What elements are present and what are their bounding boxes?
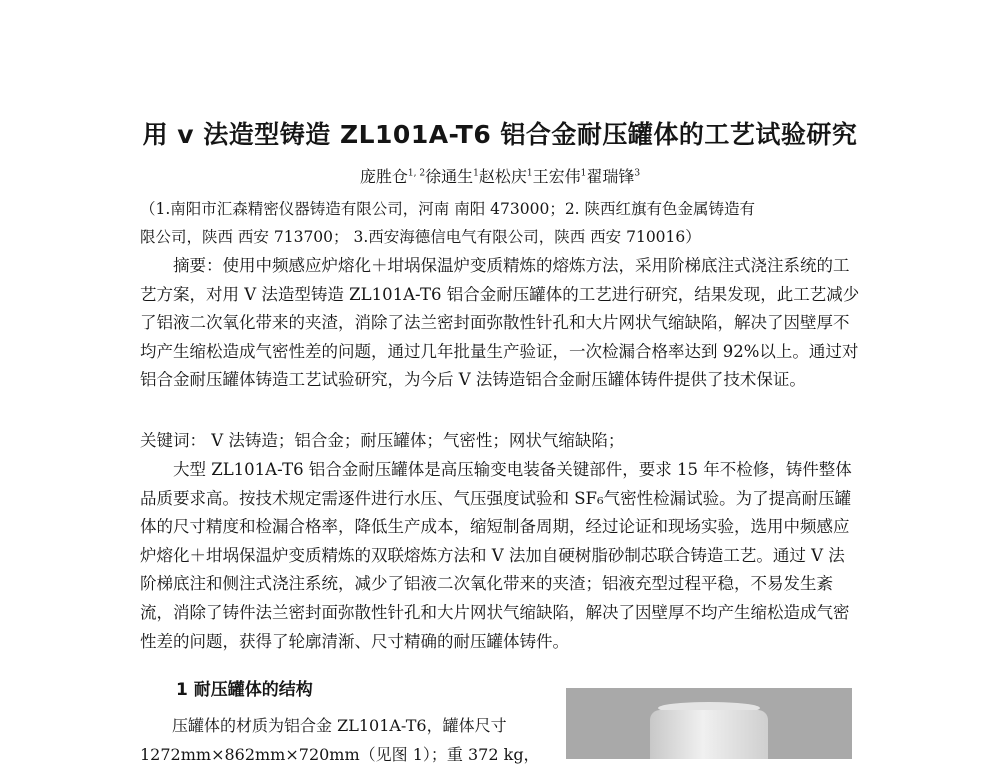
author-affiliation-mark: 1 — [580, 168, 587, 179]
paper-title: 用 v 法造型铸造 ZL101A-T6 铝合金耐压罐体的工艺试验研究 — [142, 120, 858, 149]
abstract: 摘要：使用中频感应炉熔化＋坩埚保温炉变质精炼的熔炼方法，采用阶梯底注式浇注系统的工艺方案，对用 V 法造型铸造 ZL101A-T6 铝合金耐压罐体的工艺进行研究，结果发现，此工艺减少了铝液二次氧化带来的夹渣，消除了法兰密封面弥散性针孔和大片网状气缩缺陷，解决了因壁厚不均产生缩松造成气密性差的问题，通过几年批量生产验证，一次检漏合格率达到 92%以上。通过对铝合金耐压罐体铸造工艺试验研究，为今后 V 法铸造铝合金耐压罐体铸件提供了技术保证。 — [140, 256, 860, 390]
section-heading: 1 耐压罐体的结构 — [176, 680, 313, 700]
author-affiliation-mark: 1, 2 — [407, 168, 426, 179]
author-affiliation-mark: 1 — [473, 168, 479, 179]
author-name: 赵松庆 — [478, 167, 527, 186]
author-list — [0, 164, 1000, 187]
affiliation-line: （1.南阳市汇森精密仪器铸造有限公司，河南 南阳 473000；2. 陕西红旗有色金属铸造有 — [140, 200, 756, 218]
author-name: 庞胜仓 — [359, 167, 408, 186]
intro-paragraph: 大型 ZL101A-T6 铝合金耐压罐体是高压输变电装备关键部件，要求 15 年不检修，铸件整体品质要求高。按技术规定需逐件进行水压、气压强度试验和 SF₆气密性检漏试验。为了提高耐压罐体的尺寸精度和检漏合格率，降低生产成本，缩短制备周期，经过论证和现场实验，选用中频感应炉熔化＋坩埚保温炉变质精炼的双联熔炼方法和 V 法加自硬树脂砂制芯联合铸造工艺。通过 V 法阶梯底注和侧注式浇注系统，减少了铝液二次氧化带来的夹渣；铝液充型过程平稳，不易发生紊流，消除了铸件法兰密封面弥散性针孔和大片网状气缩缺陷，解决了因壁厚不均产生缩松造成气密性差的问题，获得了轮廓清渐、尺寸精确的耐压罐体铸件。 — [140, 460, 852, 651]
author-name: 徐通生 — [425, 167, 474, 186]
figure-1-photo — [566, 688, 852, 759]
author-name: 王宏伟 — [532, 167, 581, 186]
tank-body-shape — [650, 710, 768, 759]
affiliation-line: 限公司，陕西 西安 713700； 3.西安海德信电气有限公司，陕西 西安 710016） — [140, 228, 701, 246]
author-name: 翟瑞锋 — [586, 167, 635, 186]
author-affiliation-mark: 3 — [634, 168, 641, 179]
section-paragraph: 压罐体的材质为铝合金 ZL101A-T6，罐体尺寸 1272mm×862mm×720mm（见图 1）；重 372 kg， — [140, 716, 540, 764]
author-affiliation-mark: 1 — [526, 168, 533, 179]
keywords: 关键词： V 法铸造；铝合金；耐压罐体；气密性；网状气缩缺陷； — [140, 431, 625, 450]
